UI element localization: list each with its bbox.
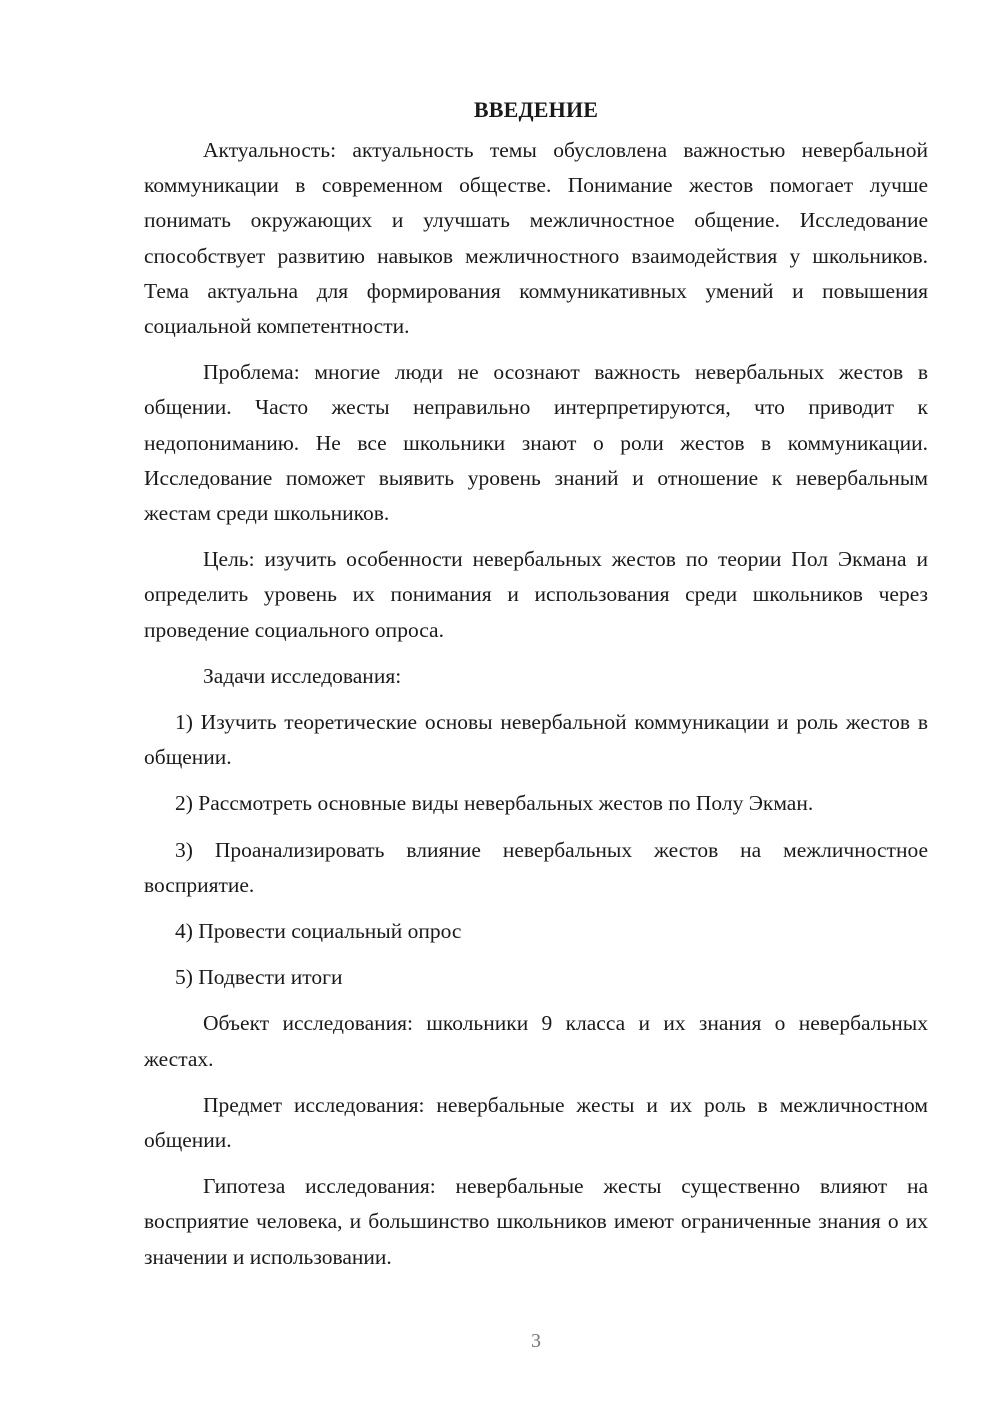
problem-paragraph: Проблема: многие люди не осознают важность невербальных жестов в общении. Часто жесты неправильно интерпретируются, что приводит к недопониманию. Не все школьники знают о роли жестов в коммуникации. Исследование поможет выявить уровень знаний и отношение к невербальным жестам среди школьников. — [144, 360, 928, 526]
task-item-5: 5) Подвести итоги — [175, 965, 343, 990]
task-item-1: 1) Изучить теоретические основы невербальной коммуникации и роль жестов в общении. — [144, 710, 928, 770]
task-item-2: 2) Рассмотреть основные виды невербальных жестов по Полу Экман. — [175, 791, 814, 816]
hypothesis-paragraph: Гипотеза исследования: невербальные жесты существенно влияют на восприятие человека, и большинство школьников имеют ограниченные знания о их значении и использовании. — [144, 1174, 928, 1269]
task-item-4: 4) Провести социальный опрос — [175, 919, 462, 944]
page-number: 3 — [531, 1330, 541, 1352]
relevance-paragraph: Актуальность: актуальность темы обусловлена важностью невербальной коммуникации в современном обществе. Понимание жестов помогает лучше понимать окружающих и улучшать межличностное общение. Исследование способствует развитию навыков межличностного взаимодействия у школьников. Тема актуальна для формирования коммуникативных умений и повышения социальной компетентности. — [144, 138, 928, 339]
object-paragraph: Объект исследования: школьники 9 класса и их знания о невербальных жестах. — [144, 1011, 928, 1071]
document-page — [144, 92, 928, 1286]
task-item-3: 3) Проанализировать влияние невербальных жестов на межличностное восприятие. — [144, 837, 928, 897]
subject-paragraph: Предмет исследования: невербальные жесты и их роль в межличностном общении. — [144, 1092, 928, 1153]
section-title: ВВЕДЕНИЕ — [473, 97, 599, 122]
goal-paragraph: Цель: изучить особенности невербальных жестов по теории Пол Экмана и определить уровень их понимания и использования среди школьников через проведение социального опроса. — [144, 547, 928, 642]
tasks-heading: Задачи исследования: — [203, 663, 402, 688]
